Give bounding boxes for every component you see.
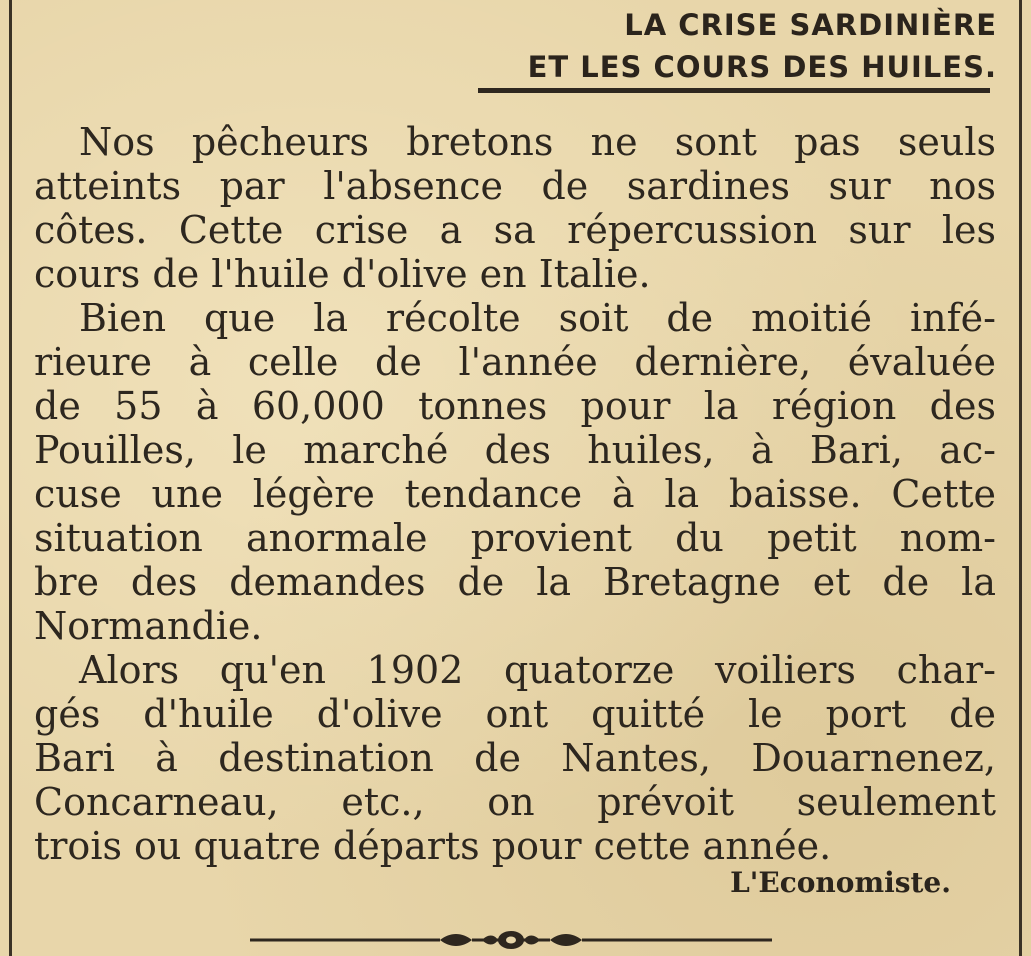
article-signature: L'Economiste. [730,866,951,899]
headline-underline [478,88,990,93]
headline-line-1: LA CRISE SARDINIÈRE [624,8,997,42]
text-line: situation anormale provient du petit nom- [34,516,996,560]
article-body [34,120,996,868]
text-line: cuse une légère tendance à la baisse. Cette [34,472,996,516]
article-headline [528,4,997,88]
text-line: Nos pêcheurs bretons ne sont pas seuls [79,120,996,164]
text-line: Concarneau, etc., on prévoit seulement [34,780,996,824]
column-rule-right [1019,0,1022,956]
text-line: Normandie. [34,604,263,648]
text-line: rieure à celle de l'année dernière, évaluée [34,340,996,384]
text-line: de 55 à 60,000 tonnes pour la région des [34,384,996,428]
text-line: côtes. Cette crise a sa répercussion sur les [34,208,996,252]
text-line: Alors qu'en 1902 quatorze voiliers char- [79,648,996,692]
headline-line-2: ET LES COURS DES HUILES. [527,50,997,84]
text-line: cours de l'huile d'olive en Italie. [34,252,651,296]
column-rule-left [9,0,12,956]
text-line: Bari à destination de Nantes, Douarnenez, [34,736,996,780]
text-line: trois ou quatre départs pour cette année. [34,824,832,868]
text-line: Pouilles, le marché des huiles, à Bari, ac- [34,428,996,472]
text-line: Bien que la récolte soit de moitié infé- [79,296,996,340]
text-line: atteints par l'absence de sardines sur nos [34,164,996,208]
scroll-ornament-icon [250,924,772,954]
text-line: gés d'huile d'olive ont quitté le port de [34,692,996,736]
text-line: bre des demandes de la Bretagne et de la [34,560,996,604]
